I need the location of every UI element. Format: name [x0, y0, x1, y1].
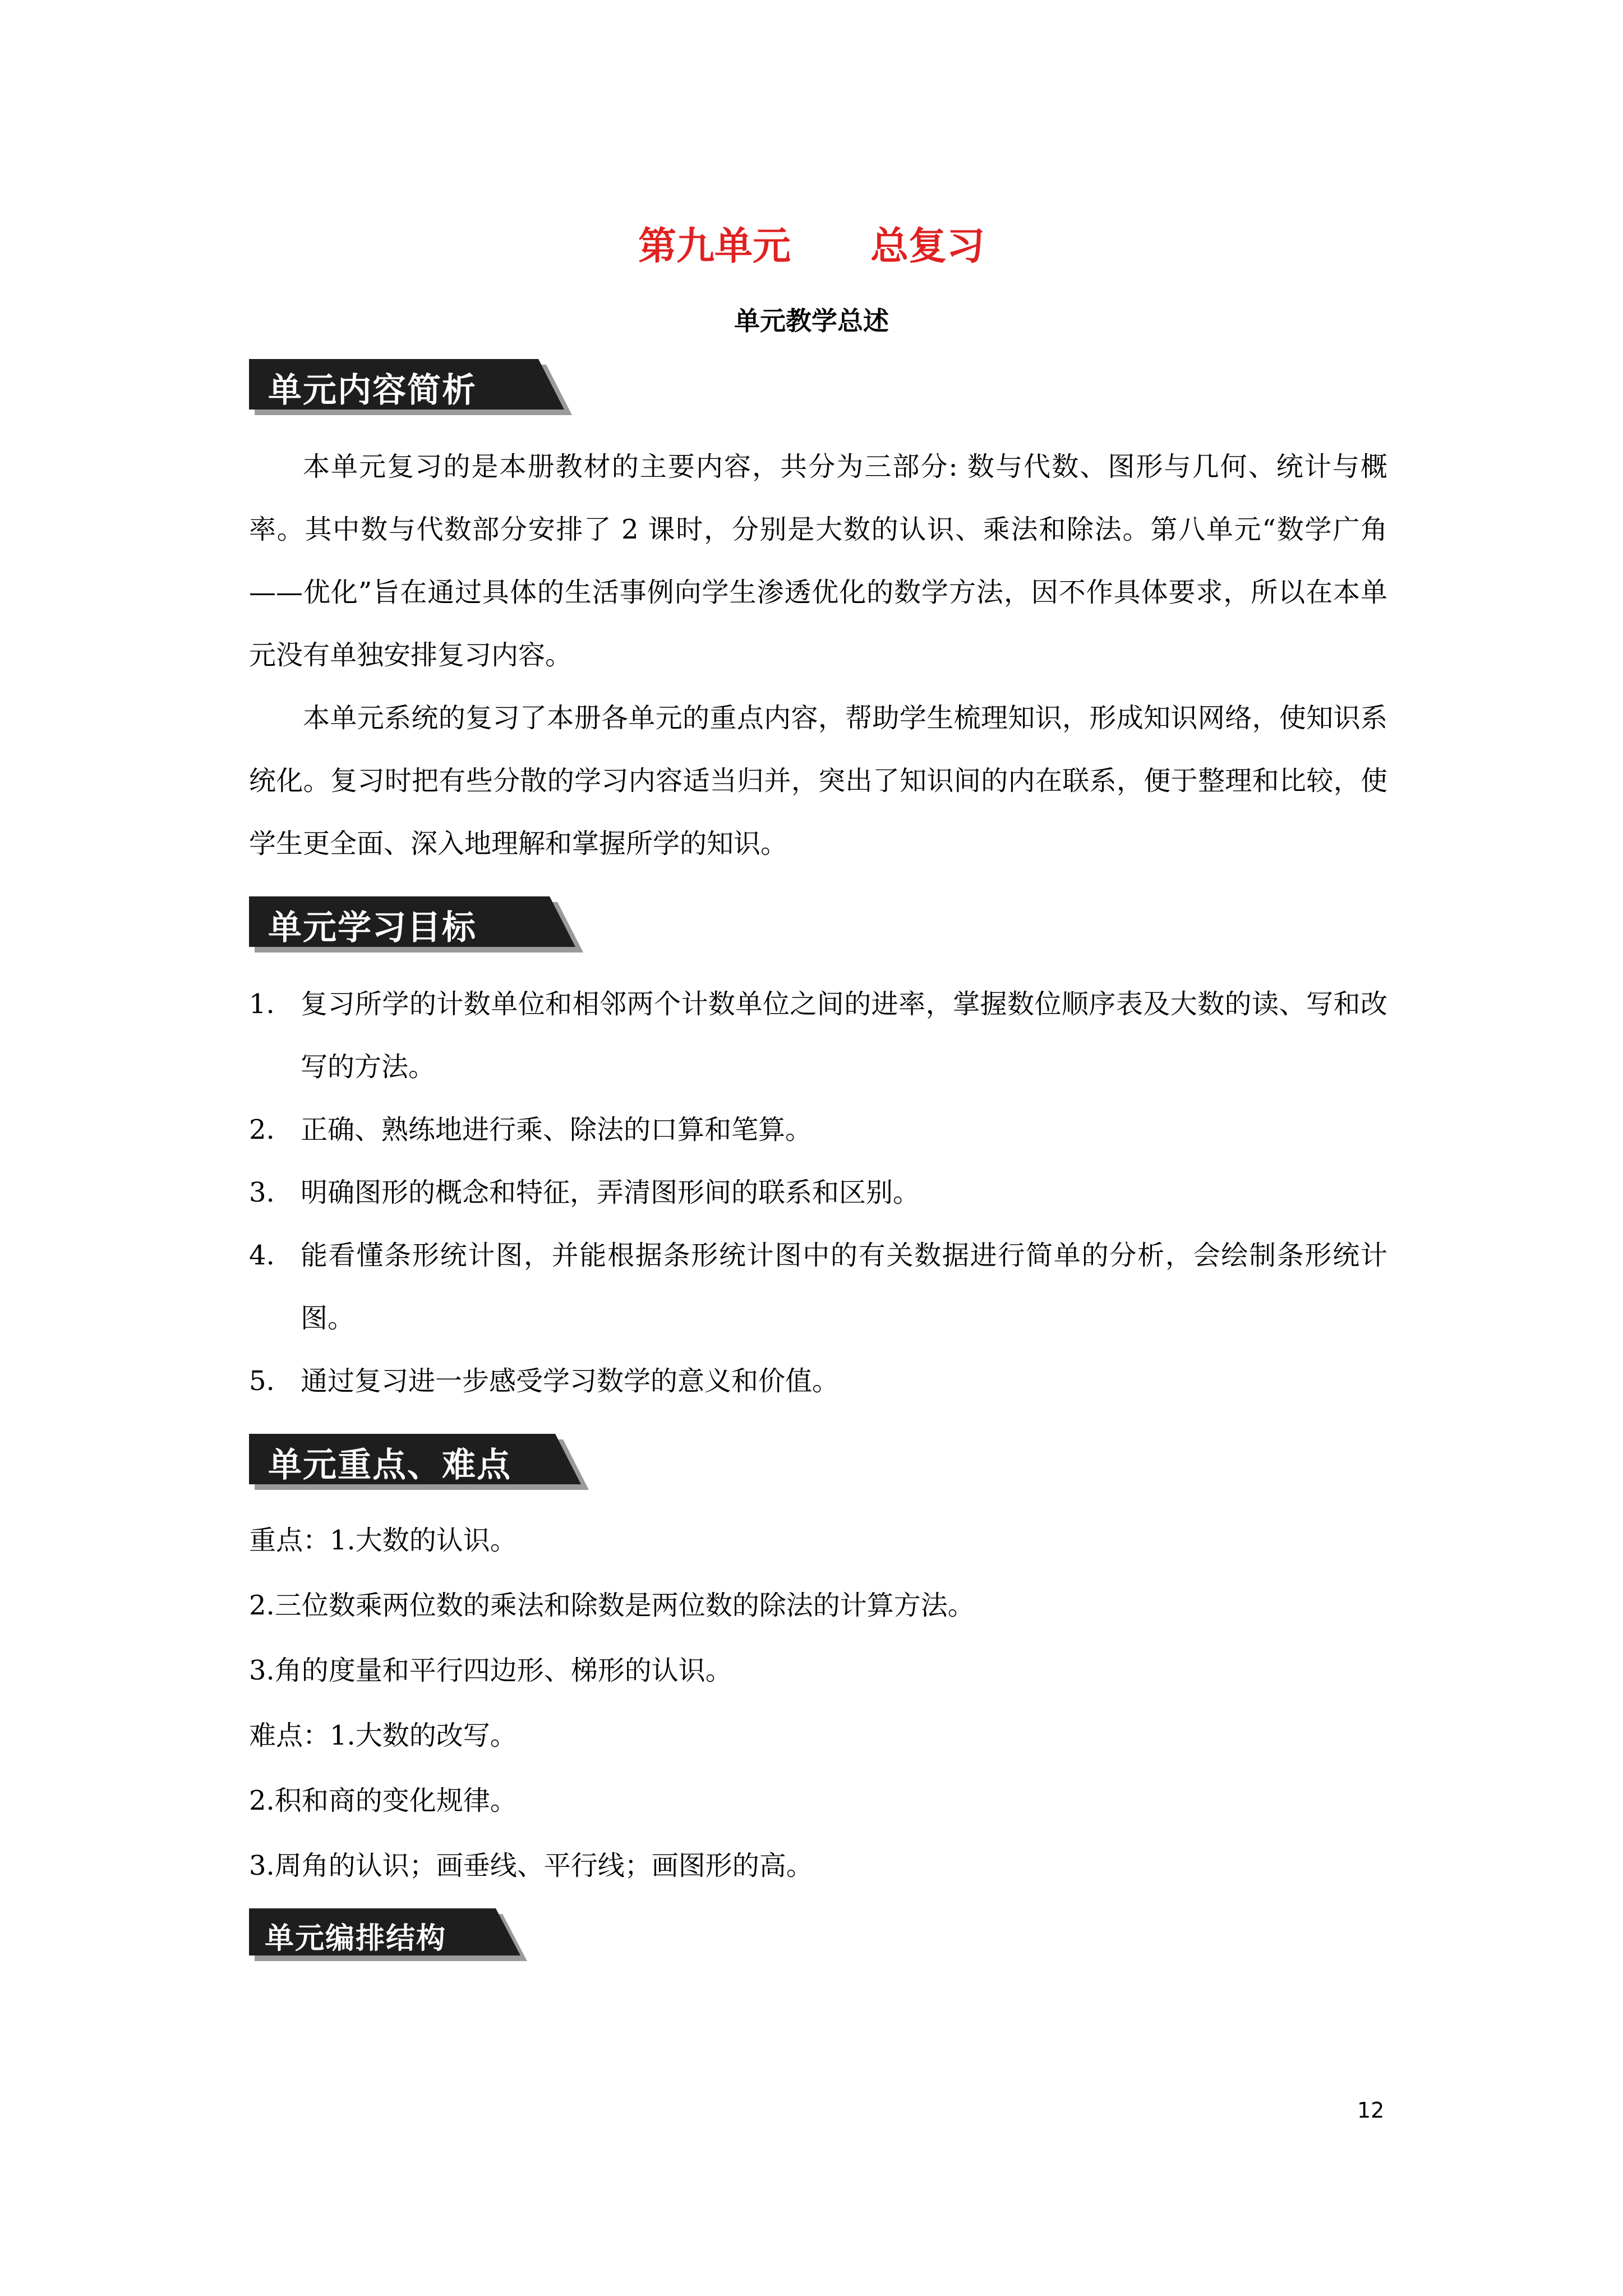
paragraph: 本单元系统的复习了本册各单元的重点内容，帮助学生梳理知识，形成知识网络，使知识系统化。复习时把有些分散的学习内容适当归并，突出了知识间的内在联系，便于整理和比较，使学生更全面、深入地理解和掌握所学的知识。 — [249, 702, 1387, 859]
list-item — [249, 1224, 1387, 1350]
list-item-number: 5. — [249, 1365, 275, 1397]
page-subtitle: 单元教学总述 — [734, 306, 889, 336]
list-item-text: 正确、熟练地进行乘、除法的口算和笔算。 — [301, 1114, 813, 1145]
section-heading: 单元编排结构 — [265, 1921, 447, 1955]
section-banner-structure — [249, 1907, 529, 1963]
list-item-number: 3. — [249, 1177, 275, 1208]
page-number: 12 — [1357, 2098, 1385, 2123]
list-item-text: 明确图形的概念和特征，弄清图形间的联系和区别。 — [301, 1177, 920, 1208]
list-item — [249, 1098, 1387, 1161]
section-heading: 单元学习目标 — [268, 908, 477, 947]
list-item-number: 2. — [249, 1114, 275, 1145]
key-point-line: 3.角的度量和平行四边形、梯形的认识。 — [249, 1655, 732, 1686]
learning-goals-list — [249, 973, 1387, 1412]
key-point-line: 2.三位数乘两位数的乘法和除数是两位数的除法的计算方法。 — [249, 1590, 975, 1621]
difficulty-line: 难点：1.大数的改写。 — [249, 1720, 517, 1751]
list-item — [249, 1350, 1387, 1412]
section-banner-key-points — [249, 1432, 591, 1493]
section-heading: 单元重点、难点 — [268, 1446, 511, 1485]
list-item-text: 通过复习进一步感受学习数学的意义和价值。 — [301, 1365, 840, 1397]
list-item-number: 4. — [249, 1240, 275, 1271]
section-banner-content-analysis — [249, 357, 574, 418]
key-point-line: 重点：1.大数的认识。 — [249, 1525, 517, 1556]
list-item-text: 复习所学的计数单位和相邻两个计数单位之间的进率，掌握数位顺序表及大数的读、写和改写的方法。 — [301, 988, 1387, 1083]
page-title: 第九单元 总复习 — [638, 224, 985, 269]
section-banner-learning-goals — [249, 894, 585, 956]
difficulty-line: 3.周角的认识；画垂线、平行线；画图形的高。 — [249, 1850, 813, 1881]
section-heading: 单元内容简析 — [268, 371, 477, 410]
list-item-number: 1. — [249, 988, 275, 1020]
list-item — [249, 1161, 1387, 1224]
list-item — [249, 973, 1387, 1098]
difficulty-line: 2.积和商的变化规律。 — [249, 1785, 517, 1816]
list-item-text: 能看懂条形统计图，并能根据条形统计图中的有关数据进行简单的分析，会绘制条形统计图。 — [301, 1240, 1387, 1334]
paragraph: 本单元复习的是本册教材的主要内容，共分为三部分: 数与代数、图形与几何、统计与概率。其中数与代数部分安排了 2 课时，分别是大数的认识、乘法和除法。第八单元“数学广角——优化”旨在通过具体的生活事例向学生渗透优化的数学方法，因不作具体要求，所以在本单元没有单独安排复习内容。 — [249, 451, 1387, 671]
